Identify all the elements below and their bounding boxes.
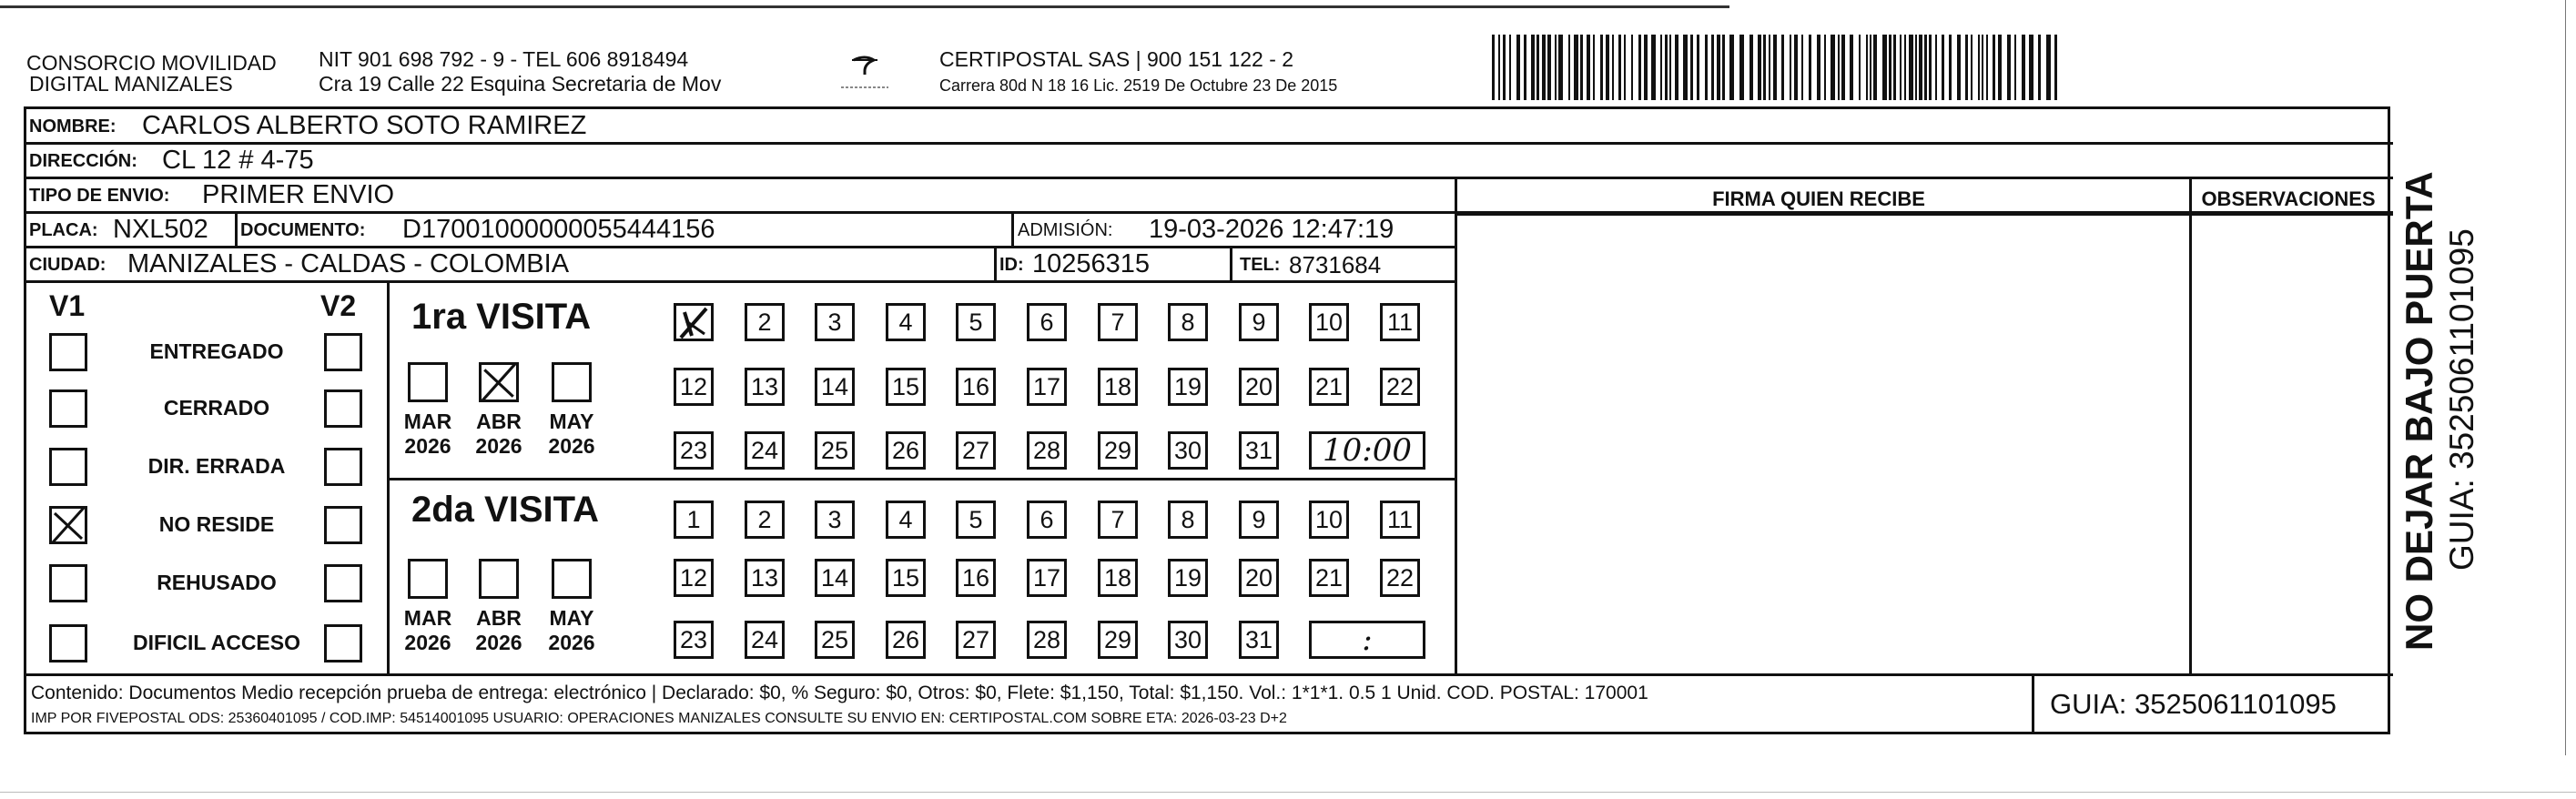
company-name-line1: CONSORCIO MOVILIDAD — [26, 51, 277, 75]
v1-checkbox-3[interactable] — [49, 506, 87, 544]
visit1-month-year: 2026 — [475, 434, 522, 458]
visit2-day-7[interactable]: 7 — [1098, 501, 1138, 539]
barcode-bar — [2014, 35, 2016, 100]
visit1-day-5[interactable]: 5 — [956, 303, 996, 341]
ciudad-label: CIUDAD: — [29, 255, 106, 275]
barcode-bar — [1587, 35, 1590, 100]
visit2-day-30[interactable]: 30 — [1168, 621, 1208, 659]
documento-label: DOCUMENTO: — [240, 220, 366, 240]
barcode-bar — [1801, 35, 1803, 100]
visit2-day-3[interactable]: 3 — [815, 501, 855, 539]
visit1-day-25[interactable]: 25 — [815, 431, 855, 470]
visit1-day-11[interactable]: 11 — [1380, 303, 1420, 341]
barcode-bar — [1644, 35, 1648, 100]
id-label: ID: — [999, 255, 1024, 275]
visit1-day-27[interactable]: 27 — [956, 431, 996, 470]
barcode-bar — [1568, 35, 1570, 100]
barcode-bar — [1675, 35, 1678, 100]
barcode-bar — [1600, 35, 1603, 100]
scan-edge-right — [2565, 0, 2566, 755]
visit2-day-19[interactable]: 19 — [1168, 559, 1208, 597]
barcode-bar — [1769, 35, 1770, 100]
barcode-bar — [2054, 35, 2057, 100]
barcode-bar — [1669, 35, 1671, 100]
barcode-bar — [2046, 35, 2051, 100]
visit2-day-13[interactable]: 13 — [745, 559, 785, 597]
barcode-bar — [2022, 35, 2025, 100]
side-warning-text: NO DEJAR BAJO PUERTA — [2398, 171, 2440, 651]
visit1-day-26[interactable]: 26 — [886, 431, 926, 470]
certipostal-logo-icon — [837, 51, 892, 96]
v2-header: V2 — [320, 289, 357, 322]
barcode-bar — [1850, 35, 1853, 100]
barcode-bar — [1957, 35, 1961, 100]
visit1-day-21[interactable]: 21 — [1309, 368, 1349, 406]
barcode-bar — [1758, 35, 1761, 100]
id-value: 10256315 — [1032, 249, 1151, 278]
visit1-day-12[interactable]: 12 — [674, 368, 714, 406]
v1-checkbox-2[interactable] — [49, 448, 87, 486]
visit2-day-14[interactable]: 14 — [815, 559, 855, 597]
visit2-day-9[interactable]: 9 — [1239, 501, 1279, 539]
footer-content-line: Contenido: Documentos Medio recepción prueba de entrega: electrónico | Declarado: $0, % Seguro: $0, Otros: $0, Flete: $1,150, Total: $1,150. Vol.: 1*1*1. 0.5 1 Unid. COD. POSTAL: 170001 — [31, 683, 1648, 703]
visit1-day-24[interactable]: 24 — [745, 431, 785, 470]
visit2-month-checkbox-2[interactable] — [552, 559, 592, 599]
placa-label: PLACA: — [29, 220, 98, 240]
barcode-bar — [1547, 35, 1551, 100]
v1-checkbox-1[interactable] — [49, 389, 87, 428]
visit1-day-8[interactable]: 8 — [1168, 303, 1208, 341]
barcode-bar — [1498, 35, 1500, 100]
barcode-bar — [1739, 35, 1744, 100]
visit2-month-name: MAY — [549, 606, 594, 630]
footer-guia-box: GUIA: 3525061101095 — [2050, 688, 2337, 720]
visit1-day-18[interactable]: 18 — [1098, 368, 1138, 406]
direccion-label: DIRECCIÓN: — [29, 151, 137, 171]
barcode-bar — [1998, 35, 2002, 100]
v2-checkbox-3[interactable] — [324, 506, 362, 544]
barcode-bar — [1612, 35, 1614, 100]
visit1-day-6[interactable]: 6 — [1027, 303, 1067, 341]
barcode-bar — [1882, 35, 1887, 100]
documento-value: D17001000000055444156 — [402, 215, 715, 244]
visit1-time-field[interactable]: 10:00 — [1309, 431, 1425, 470]
visit2-day-29[interactable]: 29 — [1098, 621, 1138, 659]
visit2-day-27[interactable]: 27 — [956, 621, 996, 659]
status-label: NO RESIDE — [158, 512, 275, 536]
carrier-line: CERTIPOSTAL SAS | 900 151 122 - 2 — [939, 47, 1294, 71]
barcode-bar — [1705, 35, 1708, 100]
barcode-bar — [1773, 35, 1777, 100]
side-guia-text: GUIA: 3525061101095 — [2443, 228, 2480, 571]
visit1-day-7[interactable]: 7 — [1098, 303, 1138, 341]
visit2-month-name: ABR — [476, 606, 522, 630]
visit1-day-31[interactable]: 31 — [1239, 431, 1279, 470]
tel-value: 8731684 — [1289, 251, 1382, 278]
barcode-bar — [1909, 35, 1913, 100]
barcode-bar — [1524, 35, 1526, 100]
visit2-day-25[interactable]: 25 — [815, 621, 855, 659]
barcode-bar — [1651, 35, 1656, 100]
carrier-address: Carrera 80d N 18 16 Lic. 2519 De Octubre 23 De 2015 — [939, 76, 1338, 95]
barcode-bar — [1580, 35, 1583, 100]
visit1-day-28[interactable]: 28 — [1027, 431, 1067, 470]
visit2-day-1[interactable]: 1 — [674, 501, 714, 539]
visit1-day-30[interactable]: 30 — [1168, 431, 1208, 470]
barcode-bar — [1683, 35, 1688, 100]
visit2-day-20[interactable]: 20 — [1239, 559, 1279, 597]
barcode-bar — [1790, 35, 1791, 100]
barcode-bar — [1665, 35, 1668, 100]
scan-edge-bottom — [0, 792, 2576, 793]
visit1-month-year: 2026 — [404, 434, 451, 458]
visit1-month-checkbox-2[interactable] — [552, 362, 592, 402]
visit1-day-13[interactable]: 13 — [745, 368, 785, 406]
status-label: DIFICIL ACCESO — [132, 631, 300, 654]
barcode-bar — [1817, 35, 1820, 100]
barcode-bar — [1711, 35, 1714, 100]
visit2-day-23[interactable]: 23 — [674, 621, 714, 659]
visit2-day-24[interactable]: 24 — [745, 621, 785, 659]
visit1-month-checkbox-1[interactable] — [479, 362, 519, 402]
visit2-day-12[interactable]: 12 — [674, 559, 714, 597]
company-address: Cra 19 Calle 22 Esquina Secretaria de Mov — [319, 72, 722, 96]
nit-line: NIT 901 698 792 - 9 - TEL 606 8918494 — [319, 47, 689, 71]
barcode-bar — [1870, 35, 1871, 100]
visit1-day-2[interactable]: 2 — [745, 303, 785, 341]
barcode-bar — [1919, 35, 1922, 100]
barcode-bar — [1831, 35, 1835, 100]
visit2-day-5[interactable]: 5 — [956, 501, 996, 539]
barcode-bar — [1606, 35, 1609, 100]
tipo-envio-value: PRIMER ENVIO — [202, 180, 395, 209]
visit1-day-1[interactable] — [674, 303, 714, 341]
barcode-bar — [2029, 35, 2033, 100]
visit2-month-name: MAR — [403, 606, 452, 630]
barcode-bar — [2038, 35, 2041, 100]
barcode-bar — [1889, 35, 1891, 100]
barcode-bar — [1722, 35, 1725, 100]
barcode-bar — [1638, 35, 1641, 100]
status-label: CERRADO — [163, 396, 270, 420]
visit1-day-3[interactable]: 3 — [815, 303, 855, 341]
barcode-bar — [1965, 35, 1968, 100]
visit1-day-4[interactable]: 4 — [886, 303, 926, 341]
visit2-month-checkbox-1[interactable] — [479, 559, 519, 599]
visit1-month-name: ABR — [476, 410, 522, 433]
visit2-month-year: 2026 — [475, 631, 522, 654]
v2-checkbox-5[interactable] — [324, 624, 362, 662]
barcode-bar — [1536, 35, 1539, 100]
barcode-bar — [1900, 35, 1902, 100]
barcode-bar — [1841, 35, 1845, 100]
admision-value: 19-03-2026 12:47:19 — [1149, 215, 1394, 244]
barcode-bar — [1690, 35, 1693, 100]
visit2-day-4[interactable]: 4 — [886, 501, 926, 539]
visit1-title: 1ra VISITA — [411, 297, 592, 337]
v2-checkbox-2[interactable] — [324, 448, 362, 486]
barcode-bar — [1924, 35, 1927, 100]
barcode-bar — [1660, 35, 1662, 100]
barcode-bar — [1986, 35, 1988, 100]
observaciones-header: OBSERVACIONES — [2201, 187, 2376, 210]
barcode-bar — [2007, 35, 2011, 100]
barcode-bar — [1717, 35, 1720, 100]
barcode-bar — [1531, 35, 1535, 100]
barcode-bar — [1978, 35, 1980, 100]
barcode-bar — [1824, 35, 1826, 100]
barcode-bar — [1593, 35, 1595, 100]
visit2-title: 2da VISITA — [411, 490, 599, 530]
barcode-bar — [1915, 35, 1917, 100]
visit1-day-16[interactable]: 16 — [956, 368, 996, 406]
barcode-bar — [1763, 35, 1766, 100]
barcode-bar — [1838, 35, 1840, 100]
barcode-bar — [1859, 35, 1861, 100]
status-label: ENTREGADO — [149, 339, 284, 363]
visit1-month-name: MAR — [403, 410, 452, 433]
visit1-day-9[interactable]: 9 — [1239, 303, 1279, 341]
barcode-bar — [1697, 35, 1699, 100]
barcode-bar — [1509, 35, 1511, 100]
visit2-month-year: 2026 — [404, 631, 451, 654]
barcode-bar — [1949, 35, 1952, 100]
scan-edge-top — [0, 5, 1729, 8]
visit2-day-22[interactable]: 22 — [1380, 559, 1420, 597]
status-label: REHUSADO — [157, 571, 277, 594]
barcode-bar — [1929, 35, 1932, 100]
v1-checkbox-0[interactable] — [49, 333, 87, 371]
firma-area[interactable] — [1455, 213, 2186, 668]
barcode-bar — [1492, 35, 1495, 100]
barcode-bar — [1781, 35, 1784, 100]
footer-print-line: IMP POR FIVEPOSTAL ODS: 25360401095 / COD.IMP: 54514001095 USUARIO: OPERACIONES MANIZALES CONSULTE SU ENVIO EN: CERTIPOSTAL.COM SOBRE ETA: 2026-03-23 D+2 — [31, 711, 1287, 726]
barcode-bar — [1893, 35, 1896, 100]
barcode-bar — [1866, 35, 1868, 100]
visit2-day-8[interactable]: 8 — [1168, 501, 1208, 539]
visit1-day-15[interactable]: 15 — [886, 368, 926, 406]
barcode-bar — [1516, 35, 1520, 100]
barcode-bar — [1809, 35, 1811, 100]
status-label: DIR. ERRADA — [147, 454, 286, 478]
visit2-day-11[interactable]: 11 — [1380, 501, 1420, 539]
visit1-day-29[interactable]: 29 — [1098, 431, 1138, 470]
v1-header: V1 — [49, 289, 86, 322]
barcode-bar — [1618, 35, 1621, 100]
visit2-month-year: 2026 — [548, 631, 595, 654]
barcode-bar — [1729, 35, 1734, 100]
direccion-value: CL 12 # 4-75 — [162, 146, 314, 175]
company-name-line2: DIGITAL MANIZALES — [29, 72, 233, 96]
v2-checkbox-4[interactable] — [324, 564, 362, 602]
barcode-bar — [1574, 35, 1578, 100]
barcode-bar — [1503, 35, 1506, 100]
tel-label: TEL: — [1240, 255, 1281, 275]
barcode-bar — [1542, 35, 1546, 100]
v2-checkbox-0[interactable] — [324, 333, 362, 371]
ciudad-value: MANIZALES - CALDAS - COLOMBIA — [127, 249, 570, 278]
barcode-bar — [1942, 35, 1944, 100]
visit2-day-6[interactable]: 6 — [1027, 501, 1067, 539]
visit2-day-16[interactable]: 16 — [956, 559, 996, 597]
barcode-bar — [1935, 35, 1937, 100]
barcode-bar — [1971, 35, 1973, 100]
visit1-month-name: MAY — [549, 410, 594, 433]
visit1-day-10[interactable]: 10 — [1309, 303, 1349, 341]
visit1-day-19[interactable]: 19 — [1168, 368, 1208, 406]
visit1-day-23[interactable]: 23 — [674, 431, 714, 470]
visit1-month-year: 2026 — [548, 434, 595, 458]
visit2-day-2[interactable]: 2 — [745, 501, 785, 539]
v2-checkbox-1[interactable] — [324, 389, 362, 428]
visit2-day-15[interactable]: 15 — [886, 559, 926, 597]
visit1-month-checkbox-0[interactable] — [408, 362, 448, 402]
visit2-day-31[interactable]: 31 — [1239, 621, 1279, 659]
barcode — [1488, 35, 2071, 100]
visit2-day-18[interactable]: 18 — [1098, 559, 1138, 597]
nombre-value: CARLOS ALBERTO SOTO RAMIREZ — [142, 111, 587, 140]
v1-checkbox-4[interactable] — [49, 564, 87, 602]
v1-checkbox-5[interactable] — [49, 624, 87, 662]
barcode-bar — [1794, 35, 1798, 100]
visit2-day-28[interactable]: 28 — [1027, 621, 1067, 659]
barcode-bar — [1993, 35, 1995, 100]
visit2-day-26[interactable]: 26 — [886, 621, 926, 659]
tipo-envio-label: TIPO DE ENVIO: — [29, 186, 170, 206]
visit2-day-17[interactable]: 17 — [1027, 559, 1067, 597]
barcode-bar — [1631, 35, 1633, 100]
visit1-day-17[interactable]: 17 — [1027, 368, 1067, 406]
barcode-bar — [1749, 35, 1753, 100]
nombre-label: NOMBRE: — [29, 116, 117, 137]
placa-value: NXL502 — [113, 215, 208, 244]
visit1-day-14[interactable]: 14 — [815, 368, 855, 406]
firma-quien-recibe-header: FIRMA QUIEN RECIBE — [1712, 187, 1925, 210]
visit2-month-checkbox-0[interactable] — [408, 559, 448, 599]
barcode-bar — [1555, 35, 1557, 100]
visit1-day-22[interactable]: 22 — [1380, 368, 1420, 406]
barcode-bar — [1904, 35, 1906, 100]
barcode-bar — [1558, 35, 1563, 100]
barcode-bar — [1982, 35, 1983, 100]
visit2-day-10[interactable]: 10 — [1309, 501, 1349, 539]
visit1-day-20[interactable]: 20 — [1239, 368, 1279, 406]
barcode-bar — [1624, 35, 1626, 100]
visit2-time-field[interactable]: : — [1309, 621, 1425, 659]
barcode-bar — [1873, 35, 1877, 100]
admision-label: ADMISIÓN: — [1018, 220, 1113, 240]
observaciones-area[interactable] — [2189, 213, 2388, 668]
visit2-day-21[interactable]: 21 — [1309, 559, 1349, 597]
